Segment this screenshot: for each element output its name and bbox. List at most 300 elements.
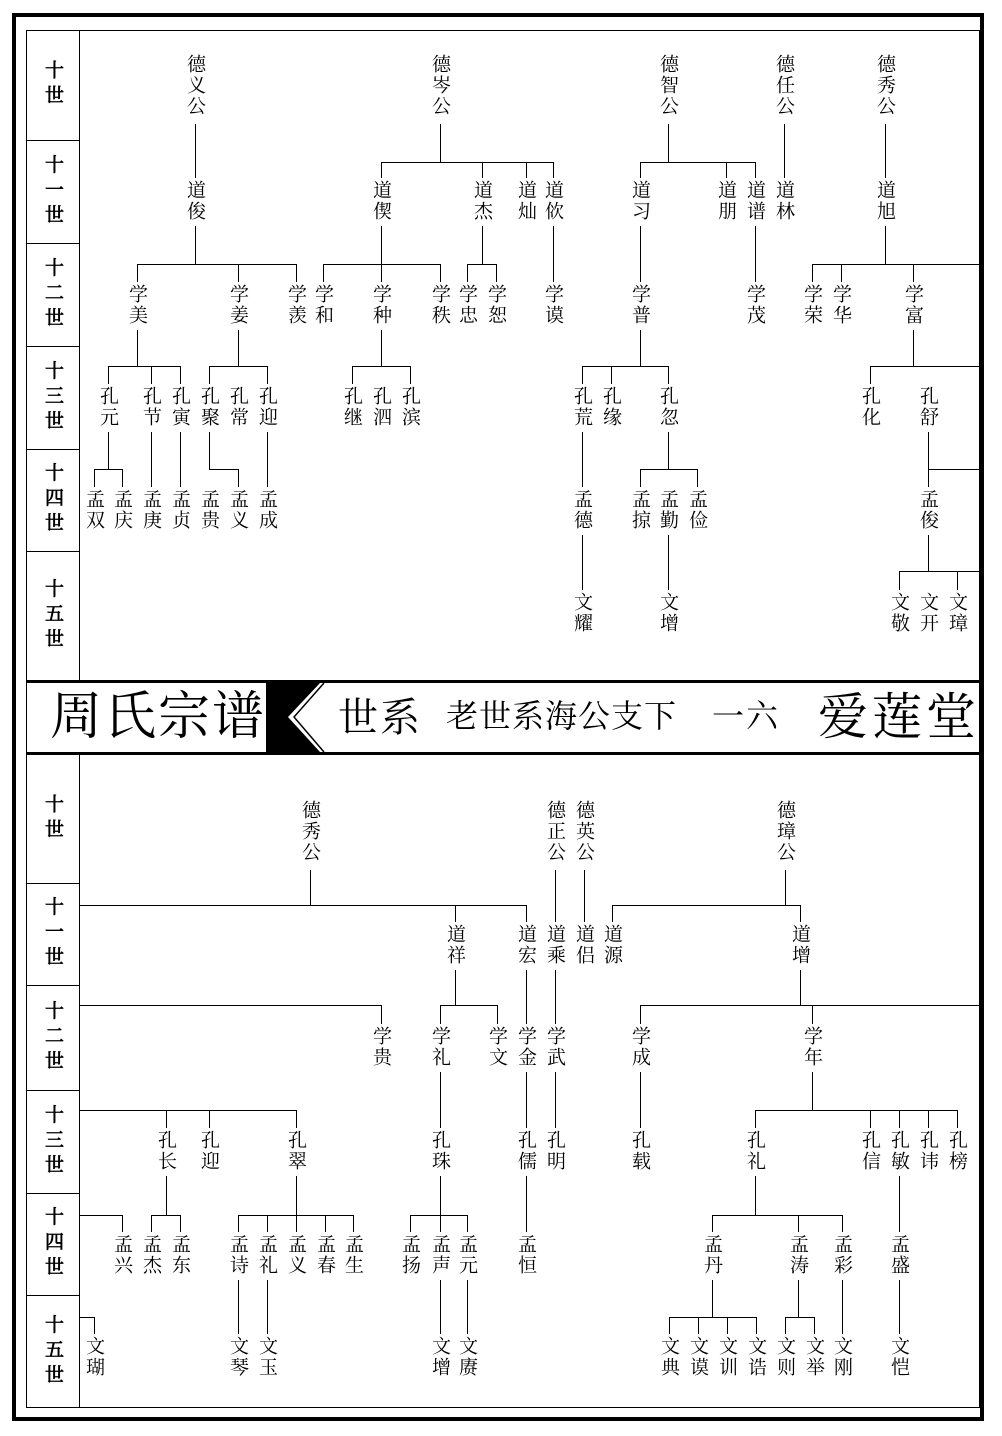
connector-line: [640, 1005, 641, 1024]
member-name: 德正公: [544, 800, 566, 863]
member-name: 学美: [126, 284, 148, 326]
connector-line: [885, 124, 886, 178]
connector-line: [640, 1005, 981, 1006]
connector-line: [668, 432, 669, 469]
connector-line: [899, 1176, 900, 1232]
generation-label: 十世: [42, 60, 64, 110]
branch-label: 老世系海公支下: [446, 697, 678, 735]
connector-line: [668, 366, 669, 384]
connector-line: [353, 1215, 354, 1232]
connector-line: [195, 124, 196, 178]
member-name: 学金: [515, 1026, 537, 1068]
connector-line: [238, 264, 239, 282]
connector-line: [913, 330, 914, 366]
member-name: 孟庆: [111, 489, 133, 531]
connector-line: [166, 1176, 167, 1215]
member-name: 孟丹: [701, 1234, 723, 1276]
member-name: 道旭: [874, 180, 896, 222]
generation-divider: [26, 346, 80, 347]
member-name: 孔信: [859, 1130, 881, 1172]
connector-line: [137, 264, 138, 282]
member-name: 文增: [429, 1336, 451, 1378]
connector-line: [712, 1280, 713, 1317]
connector-line: [756, 1317, 757, 1334]
banner-divider-block: [266, 683, 280, 752]
connector-line: [755, 226, 756, 282]
member-name: 孔载: [629, 1130, 651, 1172]
generation-divider: [26, 551, 80, 552]
connector-line: [640, 330, 641, 366]
generation-divider: [26, 1090, 80, 1091]
connector-line: [352, 366, 411, 367]
connector-line: [669, 1317, 670, 1334]
connector-line: [467, 1280, 468, 1334]
generation-label: 十二世: [42, 257, 64, 332]
connector-line: [209, 432, 210, 469]
connector-line: [467, 264, 468, 282]
member-name: 文举: [803, 1336, 825, 1378]
member-name: 孟春: [314, 1234, 336, 1276]
connector-line: [899, 1280, 900, 1334]
member-name: 德秀公: [299, 800, 321, 863]
member-name: 学荣: [801, 284, 823, 326]
member-name: 学秩: [429, 284, 451, 326]
connector-line: [209, 366, 210, 384]
connector-line: [697, 469, 698, 487]
member-name: 文耀: [571, 592, 593, 634]
member-name: 学礼: [429, 1026, 451, 1068]
connector-line: [957, 571, 958, 590]
connector-line: [467, 264, 497, 265]
generation-label: 十四世: [42, 462, 64, 538]
generation-label: 十五世: [42, 1314, 64, 1389]
connector-line: [80, 1317, 95, 1318]
member-name: 孔聚: [198, 386, 220, 428]
connector-line: [928, 1110, 929, 1128]
page-number: 一六: [712, 697, 781, 735]
connector-line: [812, 1005, 813, 1024]
member-name: 孔迎: [198, 1130, 220, 1172]
connector-line: [209, 469, 239, 470]
member-name: 学年: [801, 1026, 823, 1068]
member-name: 孔敏: [888, 1130, 910, 1172]
connector-line: [122, 1215, 123, 1232]
connector-line: [238, 330, 239, 366]
member-name: 孟礼: [256, 1234, 278, 1276]
member-name: 孔忽: [657, 386, 679, 428]
member-name: 孟兴: [111, 1234, 133, 1276]
connector-line: [352, 366, 353, 384]
connector-line: [841, 264, 842, 282]
connector-line: [555, 970, 556, 1024]
member-name: 文典: [658, 1336, 680, 1378]
member-name: 学和: [312, 284, 334, 326]
member-name: 孟涛: [787, 1234, 809, 1276]
connector-line: [238, 469, 239, 487]
connector-line: [842, 1280, 843, 1334]
member-name: 道祥: [444, 924, 466, 966]
member-name: 孔榜: [946, 1130, 968, 1172]
member-name: 文训: [716, 1336, 738, 1378]
generation-label: 十世: [42, 794, 64, 844]
connector-line: [296, 1110, 297, 1128]
connector-line: [440, 124, 441, 162]
connector-line: [410, 1215, 468, 1216]
member-name: 学恕: [485, 284, 507, 326]
member-name: 道林: [773, 180, 795, 222]
connector-line: [440, 1072, 441, 1128]
member-name: 道侣: [573, 924, 595, 966]
member-name: 孟双: [83, 489, 105, 531]
connector-line: [209, 366, 268, 367]
member-name: 孟成: [256, 489, 278, 531]
member-name: 孟俊: [917, 489, 939, 531]
connector-line: [467, 1215, 468, 1232]
connector-line: [957, 1110, 958, 1128]
connector-line: [455, 905, 456, 922]
connector-line: [238, 1280, 239, 1334]
generation-label: 十一世: [42, 896, 64, 972]
connector-line: [526, 1072, 527, 1128]
connector-line: [555, 870, 556, 922]
generation-label: 十一世: [42, 154, 64, 229]
member-name: 道俊: [184, 180, 206, 222]
member-name: 文赓: [456, 1336, 478, 1378]
connector-line: [440, 264, 441, 282]
connector-line: [928, 535, 929, 571]
connector-line: [640, 469, 698, 470]
connector-line: [584, 870, 585, 922]
connector-line: [296, 1176, 297, 1215]
connector-line: [151, 1215, 152, 1232]
member-name: 学成: [629, 1026, 651, 1068]
member-name: 孔缘: [600, 386, 622, 428]
member-name: 德智公: [657, 54, 679, 117]
connector-line: [80, 905, 527, 906]
connector-line: [325, 1215, 326, 1232]
connector-line: [267, 432, 268, 487]
connector-line: [180, 1215, 181, 1232]
connector-line: [151, 1215, 181, 1216]
connector-line: [913, 264, 914, 282]
member-name: 孔元: [97, 386, 119, 428]
connector-line: [108, 432, 109, 469]
connector-line: [798, 1280, 799, 1317]
connector-line: [482, 162, 483, 178]
connector-line: [785, 870, 786, 905]
connector-line: [640, 1072, 641, 1128]
connector-line: [94, 1317, 95, 1334]
member-name: 文璋: [946, 592, 968, 634]
generation-divider: [26, 449, 80, 450]
member-name: 孟庚: [140, 489, 162, 531]
connector-line: [812, 264, 981, 265]
generation-label: 十五世: [42, 578, 64, 653]
connector-line: [80, 1005, 382, 1006]
banner-chevron-icon: [280, 683, 330, 752]
connector-line: [712, 1215, 843, 1216]
connector-line: [137, 264, 297, 265]
member-name: 道佽: [542, 180, 564, 222]
member-name: 德任公: [773, 54, 795, 117]
connector-line: [727, 1317, 728, 1334]
connector-line: [755, 1110, 756, 1128]
connector-line: [798, 1215, 799, 1232]
generation-divider: [26, 243, 80, 244]
connector-line: [381, 330, 382, 366]
member-name: 孟生: [342, 1234, 364, 1276]
member-name: 孟德: [571, 489, 593, 531]
member-name: 德璋公: [774, 800, 796, 863]
connector-line: [640, 226, 641, 282]
generation-divider: [26, 985, 80, 986]
member-name: 文刚: [831, 1336, 853, 1378]
connector-line: [381, 226, 382, 282]
member-name: 文恺: [888, 1336, 910, 1378]
connector-line: [785, 1317, 786, 1334]
member-name: 道乘: [544, 924, 566, 966]
connector-line: [668, 124, 669, 162]
connector-line: [784, 124, 785, 178]
member-name: 孔迎: [256, 386, 278, 428]
generation-divider: [26, 1295, 80, 1296]
generation-label: 十二世: [42, 1000, 64, 1075]
connector-line: [151, 366, 152, 384]
connector-line: [180, 366, 181, 384]
member-name: 孔节: [140, 386, 162, 428]
connector-line: [899, 571, 900, 590]
member-name: 德岑公: [429, 54, 451, 117]
connector-line: [496, 264, 497, 282]
connector-line: [440, 1005, 441, 1024]
connector-line: [928, 469, 981, 470]
connector-line: [381, 162, 382, 178]
member-name: 孔讳: [917, 1130, 939, 1172]
generation-divider: [26, 140, 80, 141]
connector-line: [166, 1110, 167, 1128]
member-name: 学贵: [370, 1026, 392, 1068]
connector-line: [296, 264, 297, 282]
member-name: 孟扬: [399, 1234, 421, 1276]
connector-line: [137, 330, 138, 366]
member-name: 文玉: [256, 1336, 278, 1378]
member-name: 孟恒: [515, 1234, 537, 1276]
member-name: 孔珠: [429, 1130, 451, 1172]
connector-line: [381, 162, 554, 163]
connector-line: [612, 905, 613, 922]
member-name: 道偰: [370, 180, 392, 222]
connector-line: [870, 366, 981, 367]
member-name: 孟义: [285, 1234, 307, 1276]
connector-line: [640, 162, 641, 178]
connector-line: [698, 1317, 699, 1334]
member-name: 学茂: [744, 284, 766, 326]
connector-line: [755, 162, 756, 178]
connector-line: [195, 226, 196, 264]
connector-line: [209, 1110, 210, 1128]
connector-line: [455, 970, 456, 1005]
member-name: 道谱: [744, 180, 766, 222]
connector-line: [323, 264, 324, 282]
member-name: 孔舒: [917, 386, 939, 428]
generation-label: 十四世: [42, 1206, 64, 1282]
connector-line: [482, 226, 483, 264]
member-name: 文开: [917, 592, 939, 634]
connector-line: [122, 469, 123, 487]
connector-line: [267, 1280, 268, 1334]
section-label: 世系: [338, 695, 422, 741]
connector-line: [899, 1110, 900, 1128]
connector-line: [526, 970, 527, 1024]
member-name: 孟东: [169, 1234, 191, 1276]
connector-line: [296, 1215, 297, 1232]
connector-line: [885, 226, 886, 264]
member-name: 文琴: [227, 1336, 249, 1378]
connector-line: [640, 469, 641, 487]
member-name: 道灿: [515, 180, 537, 222]
connector-line: [553, 162, 554, 178]
member-name: 道杰: [471, 180, 493, 222]
connector-line: [669, 1317, 757, 1318]
connector-line: [668, 535, 669, 590]
member-name: 孟义: [227, 489, 249, 531]
member-name: 孔常: [227, 386, 249, 428]
hall-name: 爱莲堂: [818, 688, 980, 746]
member-name: 孟声: [429, 1234, 451, 1276]
member-name: 德义公: [184, 54, 206, 117]
member-name: 孟俭: [686, 489, 708, 531]
member-name: 文谟: [687, 1336, 709, 1378]
member-name: 孔明: [544, 1130, 566, 1172]
connector-line: [180, 432, 181, 487]
connector-line: [267, 1215, 268, 1232]
connector-line: [108, 366, 181, 367]
member-name: 学武: [544, 1026, 566, 1068]
member-name: 孔长: [155, 1130, 177, 1172]
connector-line: [582, 432, 583, 487]
connector-line: [870, 366, 871, 384]
connector-line: [582, 366, 669, 367]
member-name: 孔泗: [370, 386, 392, 428]
member-name: 学谟: [542, 284, 564, 326]
connector-line: [814, 1317, 815, 1334]
connector-line: [553, 226, 554, 282]
member-name: 孟贵: [198, 489, 220, 531]
connector-line: [381, 1005, 382, 1024]
connector-line: [611, 366, 612, 384]
member-name: 孟元: [456, 1234, 478, 1276]
member-name: 孟彩: [831, 1234, 853, 1276]
connector-line: [842, 1215, 843, 1232]
member-name: 德秀公: [874, 54, 896, 117]
connector-line: [785, 1317, 815, 1318]
connector-line: [800, 970, 801, 1005]
member-name: 孟掠: [629, 489, 651, 531]
member-name: 文敬: [888, 592, 910, 634]
member-name: 学忠: [456, 284, 478, 326]
connector-line: [612, 905, 801, 906]
member-name: 文瑚: [83, 1336, 105, 1378]
generation-divider: [26, 1193, 80, 1194]
member-name: 孔礼: [744, 1130, 766, 1172]
member-name: 孔儒: [515, 1130, 537, 1172]
member-name: 学文: [486, 1026, 508, 1068]
member-name: 学羡: [285, 284, 307, 326]
connector-line: [440, 1215, 441, 1232]
connector-line: [440, 1176, 441, 1215]
connector-line: [410, 1215, 411, 1232]
connector-line: [928, 432, 929, 487]
generation-label: 十三世: [42, 360, 64, 435]
member-name: 学普: [629, 284, 651, 326]
generation-divider: [26, 883, 80, 884]
member-name: 道朋: [715, 180, 737, 222]
connector-line: [80, 1110, 297, 1111]
member-name: 道宏: [515, 924, 537, 966]
connector-line: [410, 366, 411, 384]
member-name: 道源: [601, 924, 623, 966]
connector-line: [526, 905, 527, 922]
member-name: 德英公: [573, 800, 595, 863]
connector-line: [526, 162, 527, 178]
member-name: 孟诗: [227, 1234, 249, 1276]
connector-line: [812, 264, 813, 282]
connector-line: [497, 1005, 498, 1024]
connector-line: [94, 469, 95, 487]
connector-line: [800, 905, 801, 922]
connector-line: [80, 1215, 123, 1216]
member-name: 孔滨: [399, 386, 421, 428]
connector-line: [899, 571, 981, 572]
connector-line: [151, 432, 152, 487]
member-name: 道增: [789, 924, 811, 966]
connector-line: [555, 1072, 556, 1128]
member-name: 孟杰: [140, 1234, 162, 1276]
connector-line: [712, 1215, 713, 1232]
member-name: 学华: [830, 284, 852, 326]
member-name: 孔继: [341, 386, 363, 428]
connector-line: [94, 469, 123, 470]
connector-line: [726, 162, 727, 178]
member-name: 孔荒: [571, 386, 593, 428]
member-name: 文增: [657, 592, 679, 634]
member-name: 文则: [774, 1336, 796, 1378]
connector-line: [310, 870, 311, 905]
connector-line: [640, 162, 756, 163]
connector-line: [582, 535, 583, 590]
book-title: 周氏宗谱: [50, 687, 267, 747]
member-name: 文诰: [745, 1336, 767, 1378]
member-name: 孔化: [859, 386, 881, 428]
connector-line: [526, 1176, 527, 1232]
connector-line: [440, 1280, 441, 1334]
member-name: 道习: [629, 180, 651, 222]
generation-label: 十三世: [42, 1104, 64, 1179]
member-name: 孟勤: [657, 489, 679, 531]
member-name: 孔寅: [169, 386, 191, 428]
member-name: 学种: [370, 284, 392, 326]
member-name: 孟贞: [169, 489, 191, 531]
member-name: 学姜: [227, 284, 249, 326]
connector-line: [238, 1215, 239, 1232]
member-name: 孔翠: [285, 1130, 307, 1172]
generation-column-bottom: [26, 755, 80, 1408]
connector-line: [108, 366, 109, 384]
connector-line: [323, 264, 441, 265]
connector-line: [440, 1005, 498, 1006]
connector-line: [870, 1110, 871, 1128]
member-name: 孟盛: [888, 1234, 910, 1276]
